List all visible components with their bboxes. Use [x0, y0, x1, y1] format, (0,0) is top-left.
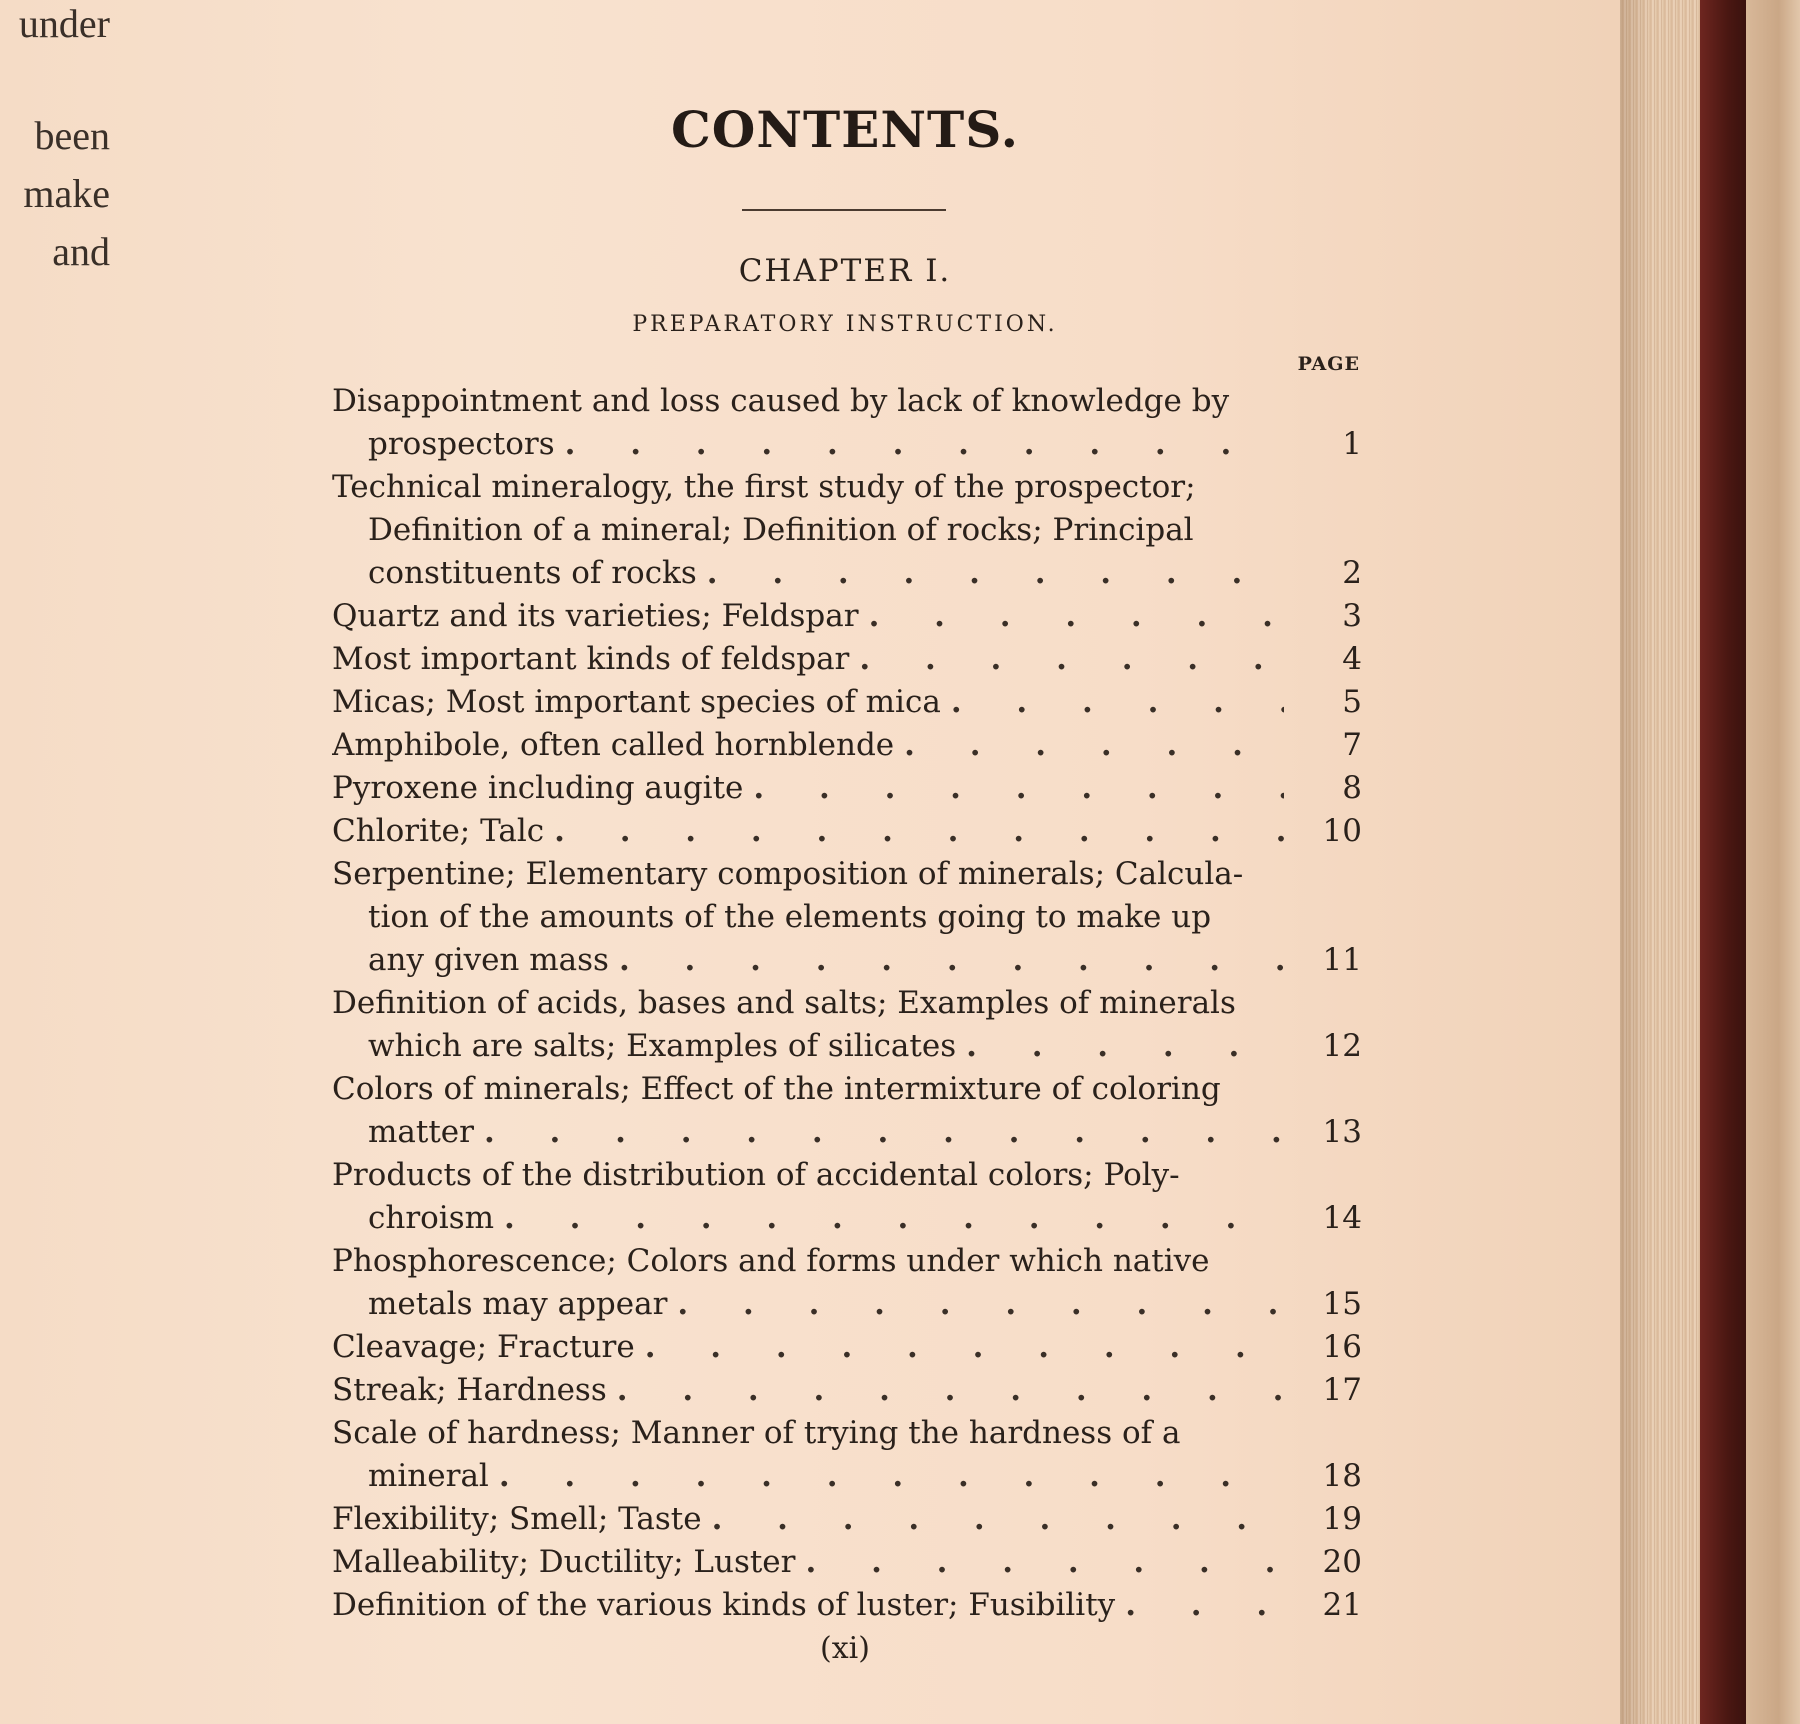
toc-page-number: 4	[1342, 641, 1362, 677]
title-rule	[742, 209, 946, 211]
toc-entry	[332, 1068, 1362, 1154]
toc-entry-line	[332, 1326, 1362, 1369]
toc-page-number: 12	[1322, 1028, 1362, 1064]
toc-entry-text: Definition of the various kinds of luster; Fusibility	[332, 1587, 1116, 1623]
leader-dots	[712, 1498, 1284, 1541]
toc-entry	[332, 1326, 1362, 1369]
toc-entry-line	[332, 939, 1362, 982]
toc-page-number: 19	[1322, 1501, 1362, 1537]
leader-dots	[677, 1283, 1284, 1326]
toc-entry-line	[332, 1369, 1362, 1412]
toc-entry-line	[332, 1197, 1362, 1240]
toc-entry	[332, 982, 1362, 1068]
toc-entry-text: mineral	[368, 1458, 489, 1494]
toc-entry	[332, 380, 1362, 466]
toc-page-number: 1	[1342, 426, 1362, 462]
leader-dots	[484, 1111, 1284, 1154]
chapter-heading: CHAPTER I.	[738, 253, 952, 289]
toc-entry-text: any given mass	[368, 942, 609, 978]
toc-entry-text: prospectors	[368, 426, 555, 462]
leader-dots	[753, 767, 1284, 810]
toc-page-number: 17	[1322, 1372, 1362, 1408]
toc-entry-text: chroism	[368, 1200, 495, 1236]
leader-dots	[951, 681, 1284, 724]
toc-entry-text: which are salts; Examples of silicates	[368, 1028, 957, 1064]
toc-entry	[332, 1412, 1362, 1498]
toc-entry-line	[332, 638, 1362, 681]
toc-entry-line: Colors of minerals; Effect of the intermixture of coloring	[332, 1071, 1221, 1107]
left-fragment-line: under	[18, 1, 110, 46]
toc-entry-text: Quartz and its varieties; Feldspar	[332, 598, 859, 634]
toc-entry-line: Serpentine; Elementary composition of minerals; Calcula-	[332, 856, 1244, 892]
book-cover-edge	[1746, 0, 1800, 1724]
leader-dots	[554, 810, 1284, 853]
toc-entry-text: metals may appear	[368, 1286, 668, 1322]
toc-entry-line	[332, 767, 1362, 810]
toc-entry-text: Streak; Hardness	[332, 1372, 607, 1408]
leader-dots	[966, 1025, 1284, 1068]
toc-entry-line	[332, 1025, 1362, 1068]
toc-page-number: 2	[1342, 555, 1362, 591]
leader-dots	[805, 1541, 1284, 1584]
toc-page-number: 8	[1342, 770, 1362, 806]
toc-entry-line	[332, 1283, 1362, 1326]
page-number: (xi)	[820, 1631, 870, 1666]
toc-entry-text: Flexibility; Smell; Taste	[332, 1501, 702, 1537]
toc-entry	[332, 595, 1362, 638]
toc-entry-line: Definition of acids, bases and salts; Examples of minerals	[332, 985, 1236, 1021]
toc-entry-line	[332, 810, 1362, 853]
toc-entry-text: Cleavage; Fracture	[332, 1329, 635, 1365]
toc-page-number: 15	[1322, 1286, 1362, 1322]
toc-entry-text: Most important kinds of feldspar	[332, 641, 850, 677]
toc-entry	[332, 853, 1362, 982]
toc-page-number: 3	[1342, 598, 1362, 634]
toc-entry-text: Amphibole, often called hornblende	[332, 727, 895, 763]
toc-page-number: 13	[1322, 1114, 1362, 1150]
toc-entry	[332, 810, 1362, 853]
leader-dots	[565, 423, 1284, 466]
toc-entry-line	[332, 681, 1362, 724]
leader-dots	[904, 724, 1284, 767]
toc-entry-line: Disappointment and loss caused by lack of knowledge by	[332, 383, 1230, 419]
left-fragment-line: been	[34, 113, 110, 158]
toc-entry	[332, 466, 1362, 595]
toc-page-number: 10	[1322, 813, 1362, 849]
toc-entry-line	[332, 1498, 1362, 1541]
toc-page-number: 20	[1322, 1544, 1362, 1580]
toc-entry-line	[332, 423, 1362, 466]
toc-entry-line	[332, 1584, 1362, 1627]
toc-page-number: 18	[1322, 1458, 1362, 1494]
toc-entry-text: Pyroxene including augite	[332, 770, 744, 806]
toc-page-number: 7	[1342, 727, 1362, 763]
leader-dots	[859, 638, 1284, 681]
toc-entry-line: Technical mineralogy, the first study of the prospector;	[332, 469, 1196, 505]
page-title: CONTENTS.	[670, 100, 1019, 159]
toc-entry	[332, 638, 1362, 681]
toc-entry-line	[332, 1111, 1362, 1154]
toc-entry-line	[332, 552, 1362, 595]
toc-entry	[332, 1584, 1362, 1627]
leader-dots	[504, 1197, 1284, 1240]
toc-entry-line	[332, 724, 1362, 767]
leader-dots	[869, 595, 1284, 638]
toc-page-number: 21	[1322, 1587, 1362, 1623]
toc-entry-text: Micas; Most important species of mica	[332, 684, 941, 720]
leader-dots	[617, 1369, 1284, 1412]
toc-page-number: 11	[1322, 942, 1362, 978]
leader-dots	[645, 1326, 1284, 1369]
toc-entry	[332, 1154, 1362, 1240]
toc-entry-text: Malleability; Ductility; Luster	[332, 1544, 796, 1580]
toc-entry-line: Scale of hardness; Manner of trying the hardness of a	[332, 1415, 1181, 1451]
chapter-subtitle: PREPARATORY INSTRUCTION.	[632, 312, 1058, 337]
toc-page-number: 14	[1322, 1200, 1362, 1236]
left-fragment-line: make	[23, 171, 110, 216]
toc-entry-line: Definition of a mineral; Definition of rocks; Principal	[368, 512, 1194, 548]
leader-dots	[499, 1455, 1284, 1498]
toc-entry-line	[332, 1455, 1362, 1498]
page-column-label: PAGE	[1297, 353, 1360, 375]
toc-entry	[332, 1240, 1362, 1326]
toc-entry	[332, 1369, 1362, 1412]
toc-entry-line: tion of the amounts of the elements going to make up	[368, 899, 1212, 935]
toc-entry-line: Phosphorescence; Colors and forms under which native	[332, 1243, 1210, 1279]
book-cover	[1700, 0, 1746, 1724]
table-of-contents	[332, 380, 1362, 1627]
leader-dots	[707, 552, 1284, 595]
toc-entry	[332, 1541, 1362, 1584]
leader-dots	[619, 939, 1284, 982]
toc-entry-line	[332, 1541, 1362, 1584]
toc-entry-line	[332, 595, 1362, 638]
toc-entry-text: constituents of rocks	[368, 555, 697, 591]
toc-entry	[332, 681, 1362, 724]
toc-entry-line: Products of the distribution of accidental colors; Poly-	[332, 1157, 1180, 1193]
toc-entry	[332, 724, 1362, 767]
left-fragment-line: and	[52, 229, 110, 274]
toc-page-number: 5	[1342, 684, 1362, 720]
gutter-shadow	[1620, 0, 1650, 1724]
toc-entry	[332, 1498, 1362, 1541]
toc-entry-text: Chlorite; Talc	[332, 813, 545, 849]
toc-entry-text: matter	[368, 1114, 474, 1150]
toc-entry	[332, 767, 1362, 810]
toc-page-number: 16	[1322, 1329, 1362, 1365]
leader-dots	[1125, 1584, 1284, 1627]
